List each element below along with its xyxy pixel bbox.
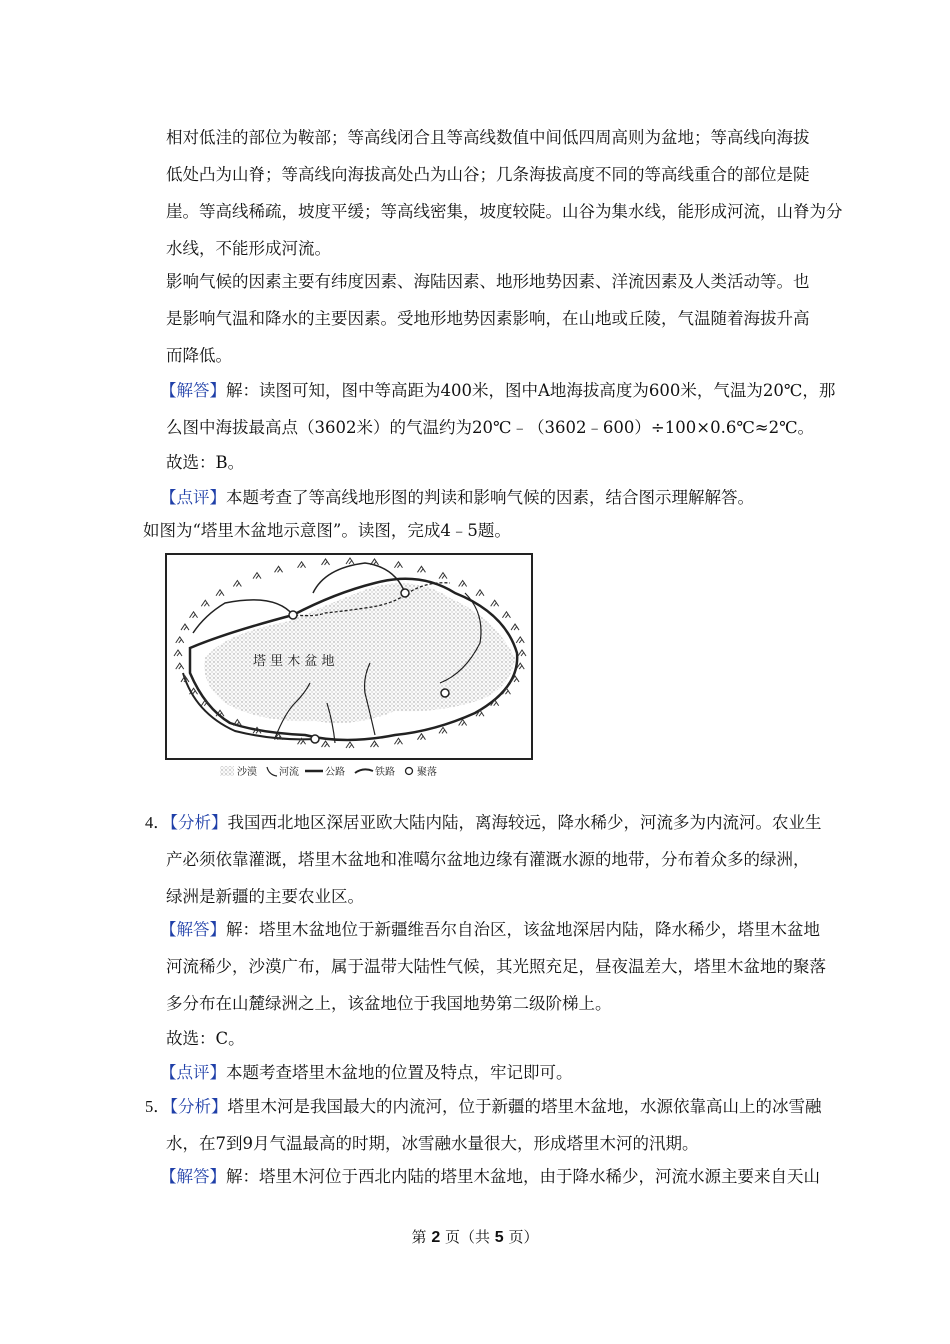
review-text: 本题考查了等高线地形图的判读和影响气候的因素，结合图示理解解答。: [226, 488, 754, 507]
text-line: 相对低洼的部位为鞍部；等高线闭合且等高线数值中间低四周高则为盆地；等高线向海拔: [166, 128, 810, 147]
answer-tag: 【解答】: [160, 381, 226, 400]
page-number: 2: [431, 1229, 441, 1246]
review-line: [160, 487, 754, 509]
page-total: 5: [494, 1229, 504, 1246]
settlement: [289, 611, 297, 619]
legend-rail: 铁路: [375, 767, 395, 778]
analysis-tag: 【分析】: [169, 813, 228, 832]
q5-analysis-line: [145, 1096, 822, 1118]
answer-tag: 【解答】: [160, 920, 226, 939]
answer-line: 么图中海拔最高点（3602米）的气温约为20℃﹣（3602﹣600）÷100×0.6℃≈2℃。: [166, 418, 815, 437]
analysis-tag: 【分析】: [169, 1097, 228, 1116]
question-number: 5．: [145, 1097, 170, 1116]
text-line: 水线，不能形成河流。: [166, 239, 331, 258]
review-line: [160, 1062, 573, 1084]
answer-line: [160, 919, 820, 941]
map-legend: [220, 765, 437, 778]
tarim-basin-map: [165, 553, 533, 785]
choice-line: 故选：B。: [166, 453, 245, 472]
footer-pre: 第: [411, 1228, 432, 1246]
q4-analysis-line: [145, 812, 822, 834]
answer-text: 解：读图可知，图中等高距为400米，图中A地海拔高度为600米，气温为20℃，那: [226, 381, 836, 400]
question-number: 4．: [145, 813, 170, 832]
text-line: 绿洲是新疆的主要农业区。: [166, 887, 364, 906]
settlement: [441, 689, 449, 697]
settlement: [401, 589, 409, 597]
legend-river-swatch: [267, 767, 277, 776]
answer-line: [160, 380, 835, 402]
footer-post: 页）: [503, 1228, 539, 1246]
legend-desert-swatch: [220, 766, 234, 776]
legend-settlement-swatch: [406, 768, 413, 775]
review-tag: 【点评】: [160, 488, 226, 507]
text-line: 影响气候的因素主要有纬度因素、海陆因素、地形地势因素、洋流因素及人类活动等。也: [166, 272, 810, 291]
answer-text: 解：塔里木盆地位于新疆维吾尔自治区，该盆地深居内陆，降水稀少，塔里木盆地: [226, 920, 820, 939]
answer-tag: 【解答】: [160, 1167, 226, 1186]
analysis-text: 我国西北地区深居亚欧大陆内陆，离海较远，降水稀少，河流多为内流河。农业生: [227, 813, 822, 832]
basin-label: 塔 里 木 盆 地: [253, 654, 335, 669]
review-tag: 【点评】: [160, 1063, 226, 1082]
text-line: 多分布在山麓绿洲之上，该盆地位于我国地势第二级阶梯上。: [166, 994, 612, 1013]
page-footer: [0, 1226, 950, 1247]
legend-river: 河流: [279, 767, 299, 778]
legend-settlement: 聚落: [417, 767, 437, 778]
choice-line: 故选：C。: [166, 1029, 245, 1048]
settlement: [311, 735, 319, 743]
legend-road: 公路: [325, 767, 345, 778]
legend-desert: 沙漠: [237, 767, 257, 778]
text-line: 河流稀少，沙漠广布，属于温带大陆性气候，其光照充足，昼夜温差大，塔里木盆地的聚落: [166, 957, 826, 976]
analysis-text: 塔里木河是我国最大的内流河，位于新疆的塔里木盆地，水源依靠高山上的冰雪融: [227, 1097, 822, 1116]
text-line: 低处凸为山脊；等高线向海拔高处凸为山谷；几条海拔高度不同的等高线重合的部位是陡: [166, 165, 810, 184]
text-line: 崖。等高线稀疏，坡度平缓；等高线密集，坡度较陡。山谷为集水线，能形成河流，山脊为分: [166, 202, 843, 221]
text-line: 水，在7到9月气温最高的时期，冰雪融水量很大，形成塔里木河的汛期。: [166, 1134, 699, 1153]
intro-line: 如图为“塔里木盆地示意图”。读图，完成4﹣5题。: [143, 521, 511, 540]
legend-rail-swatch: [355, 769, 373, 773]
answer-text: 解：塔里木河位于西北内陆的塔里木盆地，由于降水稀少，河流水源主要来自天山: [226, 1167, 820, 1186]
text-line: 是影响气温和降水的主要因素。受地形地势因素影响，在山地或丘陵，气温随着海拔升高: [166, 309, 810, 328]
footer-mid: 页（共: [440, 1228, 495, 1246]
answer-line: [160, 1166, 820, 1188]
text-line: 产必须依靠灌溉，塔里木盆地和准噶尔盆地边缘有灌溉水源的地带，分布着众多的绿洲，: [166, 850, 810, 869]
text-line: 而降低。: [166, 346, 232, 365]
review-text: 本题考查塔里木盆地的位置及特点，牢记即可。: [226, 1063, 573, 1082]
